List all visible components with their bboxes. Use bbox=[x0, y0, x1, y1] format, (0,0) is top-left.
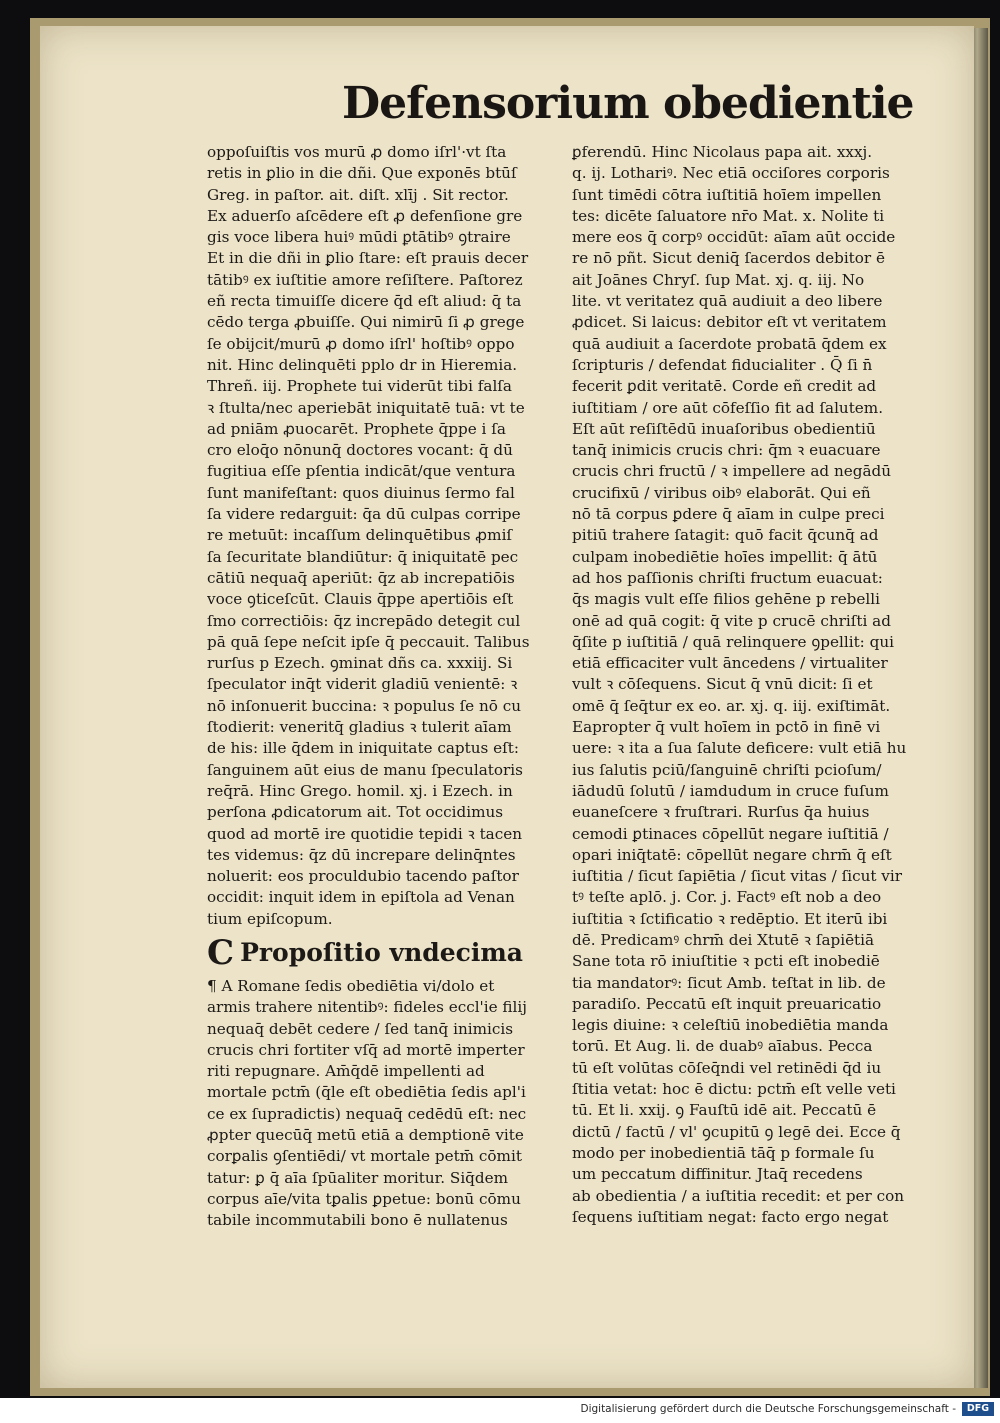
text-line: dictū / factū / vl' ꝯcupitū ꝯ legē dei. Ecce q̄ bbox=[572, 1122, 901, 1141]
text-line: ſcripturis / defendat fiducialiter . Q̄ ſi n̄ bbox=[572, 355, 873, 374]
text-line: Eapropter q̄ vult hoīem in pctō in finē vi bbox=[572, 718, 881, 737]
text-line: Sane tota rō iniuſtitie ꝛ pcti eſt inobediē bbox=[572, 952, 880, 971]
left-column-upper-text bbox=[207, 142, 545, 930]
text-line: Et in die dñi in ꝑlio ſtare: eſt prauis decer bbox=[207, 249, 529, 268]
text-line: Ex aduerſo aſcēdere eſt ꝓ defenſione gre bbox=[207, 206, 523, 225]
text-line: ab obedientia / a iuſtitia recedit: et per con bbox=[572, 1186, 905, 1205]
text-line: cemodi ꝑtinaces cōpellūt negare iuſtitiā / bbox=[572, 824, 889, 843]
text-line: Threñ. iij. Prophete tui viderūt tibi falſa bbox=[207, 377, 512, 396]
text-line: onē ad quā cogit: q̄ vite p crucē chriſti ad bbox=[572, 611, 891, 630]
text-line: rurſus p Ezech. ꝯminat dñs ca. xxxiij. Si bbox=[207, 654, 513, 673]
text-line: ſanguinem aūt eius de manu ſpeculatoris bbox=[207, 760, 523, 779]
text-line: q̄ſite p iuſtitiā / quā relinquere ꝯpellit: qui bbox=[572, 632, 894, 651]
text-line: quod ad mortē ire quotidie tepidi ꝛ tacen bbox=[207, 824, 522, 843]
text-line: lite. vt veritatez quā audiuit a deo libere bbox=[572, 292, 883, 311]
text-line: tū eſt volūtas cōſeq̄ndi vel retinēdi q̄d iu bbox=[572, 1058, 882, 1077]
text-line: q̄s magis vult eſſe filios gehēne p rebelli bbox=[572, 590, 880, 609]
text-line: occidit: inquit idem in epiſtola ad Venan bbox=[207, 888, 515, 907]
text-line: pitiū trahere ſatagit: quō facit q̄cunq̄ ad bbox=[572, 526, 879, 545]
running-title: Defensorium obedientie bbox=[342, 78, 914, 129]
text-line: tabile incommutabili bono ē nullatenus bbox=[207, 1211, 508, 1230]
text-line: ſtodierit: veneritq̄ gladius ꝛ tulerit aīam bbox=[207, 718, 512, 737]
text-line: mere eos q̄ corpꝰ occidūt: aīam aūt occide bbox=[572, 228, 896, 247]
text-line: eñ recta timuiſſe dicere q̄d eſt aliud: q̄ ta bbox=[207, 292, 522, 311]
text-line: perſona ꝓdicatorum ait. Tot occidimus bbox=[207, 803, 504, 822]
text-line: etiā efficaciter vult āncedens / virtualiter bbox=[572, 654, 888, 673]
text-line: ad pniām ꝓuocarēt. Prophete q̄ppe i ſa bbox=[207, 419, 506, 438]
text-line: ad hos paſſionis chriſti fructum euacuat: bbox=[572, 568, 883, 587]
text-line: de his: ille q̄dem in iniquitate captus eſt: bbox=[207, 739, 519, 758]
text-line: q. ij. Lothariꝰ. Nec etiā occiſores corꝑoris bbox=[572, 164, 890, 183]
text-line: crucis chri fortiter vſq̄ ad mortē imperter bbox=[207, 1040, 525, 1059]
text-line: ius ſalutis pciū/ſanguinē chriſti pcioſum/ bbox=[572, 760, 882, 779]
text-line: riti repugnare. Am̄q̄dē impellenti ad bbox=[207, 1062, 485, 1081]
text-line: iuſtitiam / ore aūt cōfeſſio fit ad ſalutem. bbox=[572, 398, 884, 417]
text-line: mortale pctm̄ (q̄le eſt obediētia ſedis apl'i bbox=[207, 1083, 526, 1102]
text-line: re nō pñt. Sicut deniq̄ ſacerdos debitor ē bbox=[572, 249, 885, 268]
text-line: ¶ A Romane ſedis obediētia vi/dolo et bbox=[207, 976, 495, 995]
text-line: oppoſuiſtis vos murū ꝓ domo iſrl'·vt ſta bbox=[207, 143, 507, 161]
text-line: armis trahere nitentibꝰ: fideles eccl'ie filij bbox=[207, 998, 527, 1017]
text-line: euaneſcere ꝛ fruſtrari. Rurſus q̄a huius bbox=[572, 803, 870, 822]
text-line: ꝑferendū. Hinc Nicolaus papa ait. xxxj. bbox=[572, 143, 873, 161]
text-line: ſtitia vetat: hoc ē dictu: pctm̄ eſt velle veti bbox=[572, 1080, 896, 1099]
text-line: nō tā corpus ꝑdere q̄ aīam in culpe preci bbox=[572, 505, 885, 524]
text-line: corꝑalis ꝯſentiēdi/ vt mortale petm̄ cōmit bbox=[207, 1147, 522, 1166]
text-line: tia mandatorꝰ: ſicut Amb. teſtat in lib. de bbox=[572, 973, 886, 992]
text-line: fugitiua eſſe pſentia indicāt/que ventura bbox=[207, 462, 516, 481]
text-line: ſequens iuſtitiam negat: facto ergo negat bbox=[572, 1207, 889, 1226]
text-line: omē q̄ ſeq̄tur ex eo. ar. xj. q. iij. exiſtimāt. bbox=[572, 696, 891, 715]
text-line: vult ꝛ cōſequens. Sicut q̄ vnū dicit: ſi et bbox=[572, 675, 873, 694]
text-line: torū. Et Aug. li. de duabꝰ aīabus. Pecca bbox=[572, 1037, 873, 1056]
text-line: nit. Hinc delinquēti pplo dr in Hieremia. bbox=[207, 355, 518, 374]
text-line: cēdo terga ꝓbuiſſe. Qui nimirū ſi ꝓ grege bbox=[207, 313, 525, 332]
text-line: iuſtitia ꝛ ſctificatio ꝛ redēptio. Et iterū ibi bbox=[572, 909, 888, 928]
text-line: tium epiſcopum. bbox=[207, 909, 333, 928]
right-text-column bbox=[572, 142, 932, 1228]
left-column-lower-text bbox=[207, 976, 545, 1232]
dfg-logo: DFG bbox=[962, 1402, 994, 1416]
text-line: tū. Et li. xxij. ꝯ Fauſtū idē ait. Peccatū ē bbox=[572, 1101, 877, 1120]
heading-text: Propoſitio vndecima bbox=[240, 937, 523, 967]
text-line: tꝰ teſte aplō. j. Cor. j. Factꝰ eſt nob a deo bbox=[572, 888, 882, 907]
section-heading bbox=[207, 932, 545, 974]
text-line: tanq̄ inimicis crucis chri: q̄m ꝛ euacuare bbox=[572, 441, 881, 460]
text-line: opari iniq̄tatē: cōpellūt negare chrm̄ q̄ eſt bbox=[572, 845, 892, 864]
text-line: dē. Predicamꝰ chrm̄ dei Xtutē ꝛ ſapiētiā bbox=[572, 930, 875, 949]
text-line: uere: ꝛ ita a ſua ſalute deficere: vult etiā hu bbox=[572, 739, 907, 758]
text-line: ſpeculator inq̄t viderit gladiū venientē: ꝛ bbox=[207, 675, 518, 694]
text-line: cātiū nequaq̄ aperiūt: q̄z ab increpatiōis bbox=[207, 568, 515, 587]
text-line: ſunt timēdi cōtra iuſtitiā hoīem impellen bbox=[572, 185, 882, 204]
funding-credit: Digitalisierung gefördert durch die Deutsche Forschungsgemeinschaft - bbox=[580, 1403, 956, 1415]
text-line: tes videmus: q̄z dū increpare delinq̄ntes bbox=[207, 845, 516, 864]
heading-initial: C bbox=[207, 932, 235, 973]
text-line: fecerit ꝑdit veritatē. Corde eñ credit ad bbox=[572, 377, 877, 396]
left-text-column bbox=[207, 142, 545, 1232]
text-line: quā audiuit a ſacerdote probatā q̄dem ex bbox=[572, 334, 887, 353]
text-line: voce ꝯticeſcūt. Clauis q̄ppe apertiōis eſt bbox=[207, 590, 514, 609]
text-line: ce ex ſupradictis) nequaq̄ cedēdū eſt: nec bbox=[207, 1104, 527, 1123]
text-line: retis in ꝑlio in die dñi. Que exponēs btūſ bbox=[207, 164, 517, 183]
text-line: corpus aīe/vita tꝑalis ꝑpetue: bonū cōmu bbox=[207, 1189, 521, 1208]
text-line: req̄rā. Hinc Grego. homil. xj. i Ezech. in bbox=[207, 781, 513, 800]
text-line: noluerit: eos proculdubio tacendo paſtor bbox=[207, 867, 519, 886]
text-line: ꝓpter quecūq̄ metū etiā a demptionē vite bbox=[207, 1126, 524, 1145]
text-line: ſunt manifeſtant: quos diuinus ſermo fal bbox=[207, 483, 515, 502]
text-line: Greg. in paſtor. ait. diſt. xlīj . Sit rector. bbox=[207, 185, 509, 204]
text-line: crucis chri fructū / ꝛ impellere ad negādū bbox=[572, 462, 892, 481]
text-line: legis diuine: ꝛ celeſtiū inobediētia manda bbox=[572, 1016, 889, 1035]
text-line: ſa videre redarguit: q̄a dū culpas corripe bbox=[207, 505, 521, 524]
text-line: ſe obijcit/murū ꝓ domo iſrl' hoſtibꝰ oppo bbox=[207, 334, 515, 353]
text-line: Eſt aūt reſiſtēdū inuaſoribus obedientiū bbox=[572, 419, 876, 438]
text-line: paradiſo. Peccatū eſt inquit preuaricatio bbox=[572, 994, 882, 1013]
text-line: tātibꝰ ex iuſtitie amore reſiſtere. Paſtorez bbox=[207, 270, 523, 289]
text-line: ꝓdicet. Si laicus: debitor eſt vt veritatem bbox=[572, 313, 887, 332]
text-line: crucifixū / viribus oibꝰ elaborāt. Qui eñ bbox=[572, 483, 871, 502]
text-line: ꝛ ſtulta/nec aperiebāt iniquitatē tuā: vt te bbox=[207, 398, 525, 417]
text-line: ſa ſecuritate blandiūtur: q̄ iniquitatē pec bbox=[207, 547, 519, 566]
text-line: nō inſonuerit buccina: ꝛ populus ſe nō cu bbox=[207, 696, 522, 715]
text-line: re metuūt: incaſſum delinquētibus ꝓmiſ bbox=[207, 526, 513, 545]
text-line: tes: dicēte ſaluatore nr̄o Mat. x. Nolite ti bbox=[572, 206, 885, 225]
text-line: culpam inobediētie hoīes impellit: q̄ ātū bbox=[572, 547, 878, 566]
text-line: iādudū ſolutū / iamdudum in cruce fuſum bbox=[572, 781, 889, 800]
text-line: tatur: ꝑ q̄ aīa ſpūaliter moritur. Siq̄dem bbox=[207, 1168, 509, 1187]
text-line: cro eloq̄o nōnunq̄ doctores vocant: q̄ dū bbox=[207, 441, 513, 460]
text-line: nequaq̄ debēt cedere / ſed tanq̄ inimicis bbox=[207, 1019, 514, 1038]
text-line: iuſtitia / ſicut ſapiētia / ſicut vitas / ſicut vir bbox=[572, 867, 902, 886]
text-line: ſmo correctiōis: q̄z increpādo detegit cul bbox=[207, 611, 521, 630]
right-column-text bbox=[572, 142, 932, 1228]
text-line: gis voce libera huiꝰ mūdi ꝑtātibꝰ ꝯtraire bbox=[207, 228, 511, 247]
text-line: pā quā ſepe neſcit ipſe q̄ peccauit. Talibus bbox=[207, 632, 530, 651]
text-line: modo per inobedientiā tāq̄ p formale ſu bbox=[572, 1143, 875, 1162]
text-line: um peccatum diffinitur. Jtaq̄ recedens bbox=[572, 1165, 863, 1184]
text-line: ait Joānes Chryſ. ſup Mat. xj. q. iij. No bbox=[572, 270, 865, 289]
